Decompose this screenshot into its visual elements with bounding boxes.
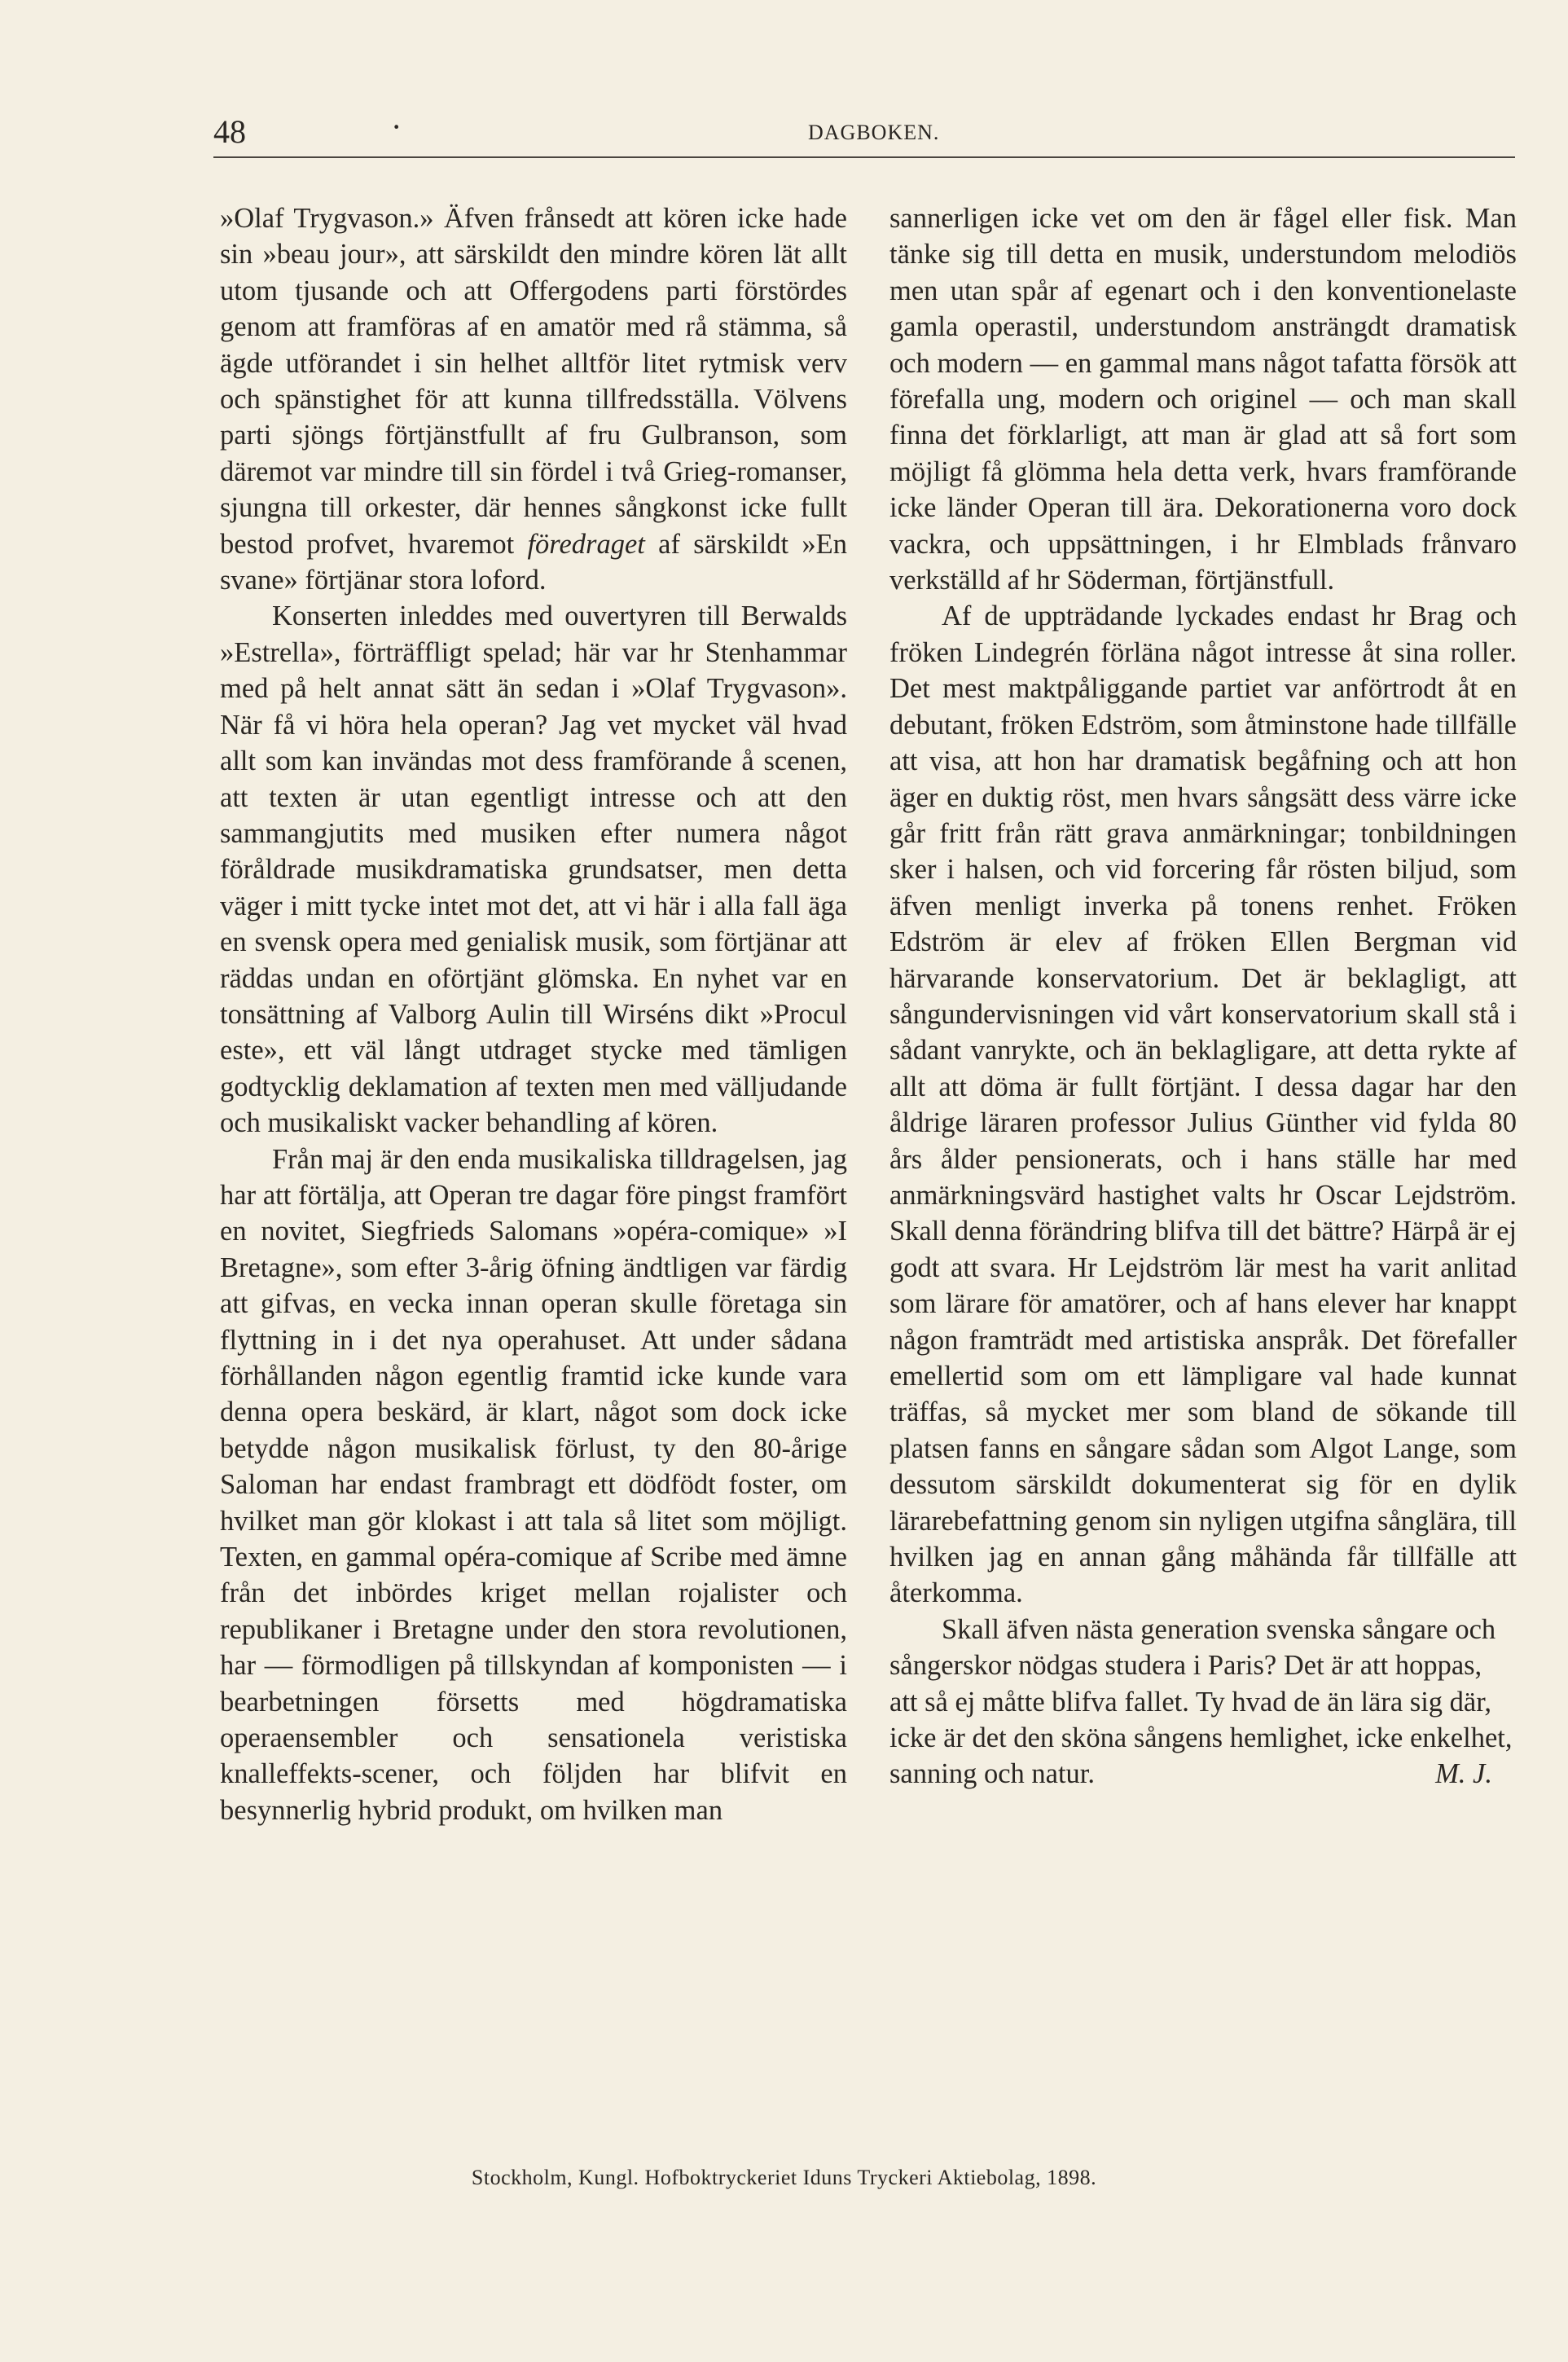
paragraph: Konserten inleddes med ouvertyren till Berwalds »Estrella», förträffligt spelad; här var hr Stenhammar med på helt annat sätt än sedan i »Olaf Trygvason». När få vi höra hela operan? Jag vet mycket väl hvad allt som kan invändas mot dess framförande å scenen, att texten är utan egentligt intresse och att den sammangjutits med musiken efter numera något föråldrade musikdramatiska grundsatser, men detta väger i mitt tycke intet mot det, att vi här i alla fall äga en svensk opera med genialisk musik, som förtjänar att räddas undan en oförtjänt glömska. En nyhet var en tonsättning af Valborg Aulin till Wirséns dikt »Procul este», ett väl långt utdraget stycke med tämligen godtycklig deklamation af texten men med välljudande och musikaliskt vacker behandling af kören.: [220, 600, 847, 1139]
paragraph-text: Skall äfven nästa generation svenska sångare och sångerskor nödgas studera i Paris? Det är att hoppas, att så ej måtte blifva fallet. Ty hvad de än lära sig där, icke är det den sköna sångens hemlighet, icke enkelhet, sanning och natur.: [889, 1613, 1513, 1790]
paragraph: Från maj är den enda musikaliska tilldragelsen, jag har att förtälja, att Operan tre dagar före pingst framfört en novitet, Siegfrieds Salomans »opéra-comique» »I Bretagne», som efter 3-årig öfning ändtligen var färdig att gifvas, en vecka innan operan skulle företaga sin flyttning in i det nya operahuset. Att under sådana förhållanden någon egentlig framtid icke kunde vara denna opera beskärd, är klart, något som dock icke betydde någon musikalisk förlust, ty den 80-årige Saloman har endast frambragt ett dödfödt foster, om hvilket man gör klokast i att tala så litet som möjligt. Texten, en gammal opéra-comique af Scribe med ämne från det inbördes kriget mellan rojalister och republikaner i Bretagne under den stora revolutionen, har — förmodligen på tillskyndan af komponisten — i bearbetningen försetts med högdramatiska operaensembler och sensationela veristiska knalleffekts-scener, och följden har blifvit en besynnerlig hybrid produkt, om hvilken man: [220, 1143, 847, 1826]
paragraph-text: »Olaf Trygvason.» Äfven frånsedt att kören icke hade sin »beau jour», att särskildt den mindre kören lät allt utom tjusande och att Offergodens parti förstördes genom att framföras af en amatör med rå stämma, så ägde utförandet i sin helhet alltför litet rytmisk verv och spänstighet för att kunna tillfredsställa. Völvens parti sjöngs förtjänstfullt af fru Gulbranson, som däremot var mindre till sin fördel i två Grieg-romanser, sjungna till orkester, där hennes sångkonst icke fullt bestod profvet, hvaremot: [220, 203, 847, 560]
running-title: DAGBOKEN.: [808, 121, 940, 144]
right-column: [889, 200, 1517, 1792]
paragraph: sannerligen icke vet om den är fågel eller fisk. Man tänke sig till detta en musik, understundom melodiös men utan spår af egenart och i den konventionelaste gamla operastil, understundom ansträngdt dramatisk och modern — en gammal mans något tafatta försök att förefalla ung, modern och originel — och man skall finna det förklarligt, att man är glad att så fort som möjligt få glömma hela detta verk, hvars framförande icke länder Operan till ära. Dekorationerna voro dock vackra, och uppsättningen, i hr Elmblads frånvaro verkställd af hr Söderman, förtjänstfull.: [889, 203, 1517, 596]
emphasis-text: föredraget: [527, 528, 645, 560]
page-header: [213, 108, 1515, 158]
author-signature: M. J.: [1435, 1758, 1492, 1790]
paragraph: Af de uppträdande lyckades endast hr Brag och fröken Lindegrén förläna något intresse åt sina roller. Det mest maktpåliggande partiet var anförtrodt åt en debutant, fröken Edström, som åtminstone hade tillfälle att visa, att hon har dramatisk begåfning och att hon äger en duktig röst, men hvars sångsätt dess värre icke går fritt från rätt grava anmärkningar; tonbildningen sker i halsen, och vid forcering får rösten biljud, som äfven menligt inverka på tonens renhet. Fröken Edström är elev af fröken Ellen Bergman vid härvarande konservatorium. Det är beklagligt, att sångundervisningen vid vårt konservatorium skall stå i sådant vanrykte, och än beklagligare, att detta rykte af allt att döma är fullt förtjänt. I dessa dagar har den åldrige läraren professor Julius Günther vid fylda 80 års ålder pensionerats, och i hans ställe har med anmärkningsvärd hastighet valts hr Oscar Lejdström. Skall denna förändring blifva till det bättre? Härpå är ej godt att svara. Hr Lejdström lär mest ha varit anlitad som lärare för amatörer, och af hans elever har knappt någon framträdt med artistiska anspråk. Det förefaller emellertid som om ett lämpligare val hade kunnat träffas, så mycket mer som bland de sökande till platsen fanns en sångare sådan som Algot Lange, som dessutom särskildt dokumenterat sig för en dylik lärarebefattning genom sin nyligen utgifna sånglära, till hvilken jag en annan gång måhända får tillfälle att återkomma.: [889, 600, 1517, 1609]
printer-imprint: Stockholm, Kungl. Hofboktryckeriet Iduns Tryckeri Aktiebolag, 1898.: [471, 2166, 1097, 2189]
left-column: [220, 200, 847, 1828]
paragraph: [220, 200, 847, 598]
closing-paragraph: [889, 1612, 1517, 1792]
header-dot: ·: [391, 108, 402, 145]
page-number: 48: [213, 113, 246, 150]
paragraph-text: af särskildt »En svane» förtjänar stora loford.: [220, 528, 847, 596]
